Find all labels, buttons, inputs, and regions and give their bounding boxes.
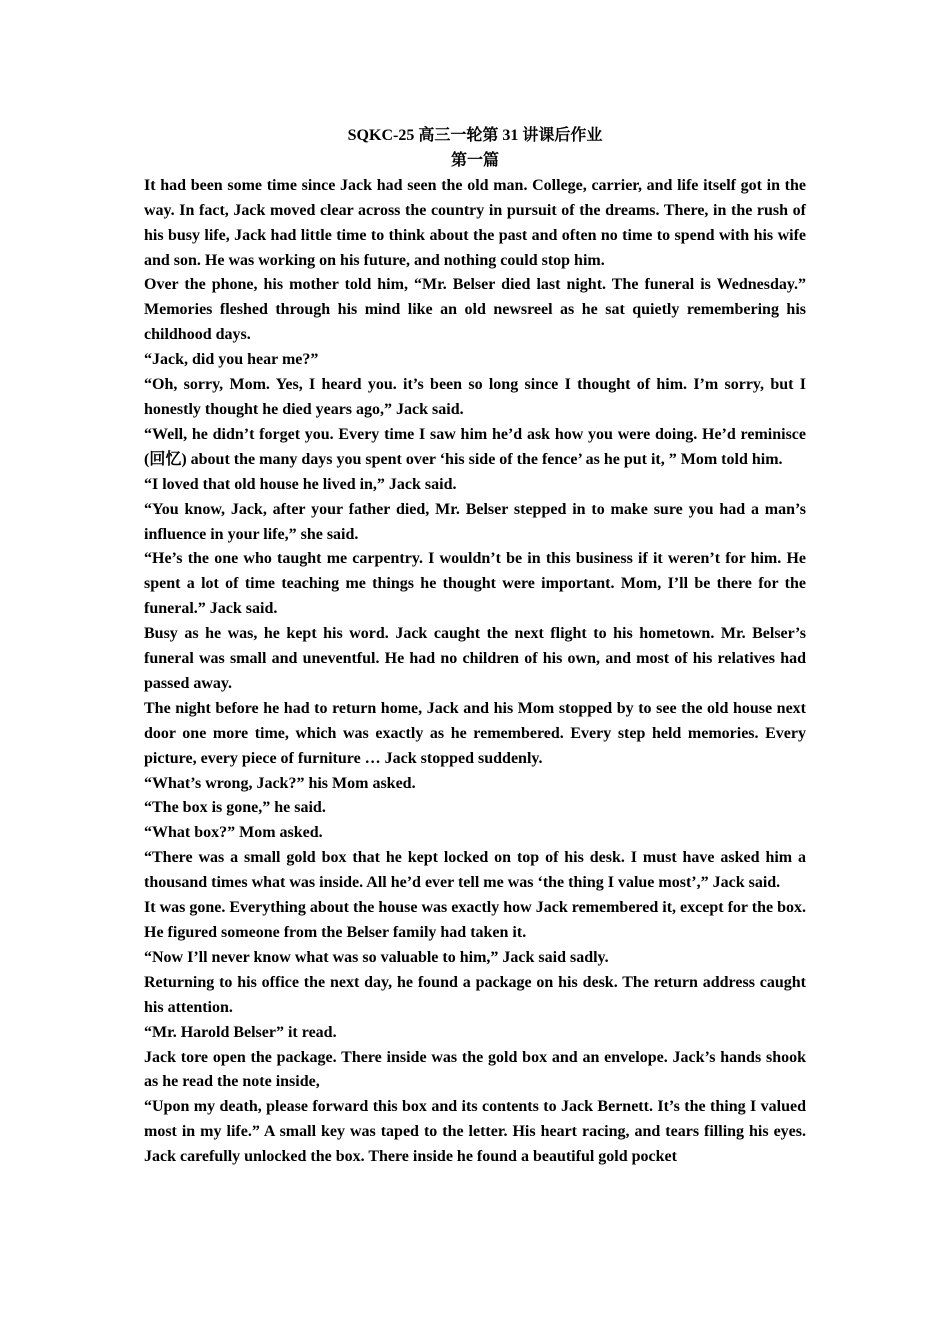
paragraph: Returning to his office the next day, he found a package on his desk. The return address caught his attention.	[144, 973, 806, 1016]
paragraph: The night before he had to return home, Jack and his Mom stopped by to see the old house next door one more time, which was exactly as he remembered. Every step held memories. Every picture, every piece of furniture … Jack stopped suddenly.	[144, 699, 806, 767]
paragraph: It was gone. Everything about the house was exactly how Jack remembered it, except for the box. He figured someone from the Belser family had taken it.	[144, 899, 806, 941]
paragraph: It had been some time since Jack had seen the old man. College, carrier, and life itself got in the way. In fact, Jack moved clear across the country in pursuit of the dreams. There, in the rush of his busy life, Jack had little time to think about the past and often no time to spend with his wife and son. He was working on his future, and nothing could stop him.	[144, 176, 806, 269]
paragraph: “You know, Jack, after your father died, Mr. Belser stepped in to make sure you had a man’s influence in your life,” she said.	[144, 500, 806, 543]
paragraph: “What’s wrong, Jack?” his Mom asked.	[144, 774, 416, 792]
section-heading: 第一篇	[450, 151, 499, 169]
paragraph: “Jack, did you hear me?”	[144, 351, 319, 369]
paragraph: “Now I’ll never know what was so valuable to him,” Jack said sadly.	[144, 948, 609, 966]
document-title: SQKC-25 高三一轮第 31 讲课后作业	[347, 127, 603, 144]
paragraph: “Oh, sorry, Mom. Yes, I heard you. it’s been so long since I thought of him. I’m sorry, but I honestly thought he died years ago,” Jack said.	[144, 376, 806, 418]
paragraph: “I loved that old house he lived in,” Jack said.	[144, 475, 457, 493]
paragraph: “Well, he didn’t forget you. Every time I saw him he’d ask how you were doing. He’d reminisce (回忆) about the many days you spent over ‘his side of the fence’ as he put it, ” Mom told him.	[144, 425, 806, 468]
document-body	[144, 174, 806, 1170]
paragraph: “He’s the one who taught me carpentry. I wouldn’t be in this business if it weren’t for him. He spent a lot of time teaching me things he thought were important. Mom, I’ll be there for the funeral.” Jack said.	[144, 550, 806, 618]
paragraph: “The box is gone,” he said.	[144, 799, 326, 817]
paragraph: “Upon my death, please forward this box and its contents to Jack Bernett. It’s the thing I valued most in my life.” A small key was taped to the letter. His heart racing, and tears filling his eyes. Jack carefully unlocked the box. There inside he found a beautiful gold pocket	[144, 1098, 806, 1166]
paragraph: “There was a small gold box that he kept locked on top of his desk. I must have asked him a thousand times what was inside. All he’d ever tell me was ‘the thing I value most’,” Jack said.	[144, 849, 806, 892]
paragraph: Over the phone, his mother told him, “Mr. Belser died last night. The funeral is Wednesday.” Memories fleshed through his mind like an old newsreel as he sat quietly remembering his childhood days.	[144, 276, 806, 344]
paragraph: “Mr. Harold Belser” it read.	[144, 1023, 337, 1041]
paragraph: Jack tore open the package. There inside was the gold box and an envelope. Jack’s hands shook as he read the note inside,	[144, 1048, 806, 1091]
paragraph: “What box?” Mom asked.	[144, 824, 323, 842]
document-page	[144, 124, 806, 1170]
paragraph: Busy as he was, he kept his word. Jack caught the next flight to his hometown. Mr. Belser’s funeral was small and uneventful. He had no children of his own, and most of his relatives had passed away.	[144, 625, 806, 692]
